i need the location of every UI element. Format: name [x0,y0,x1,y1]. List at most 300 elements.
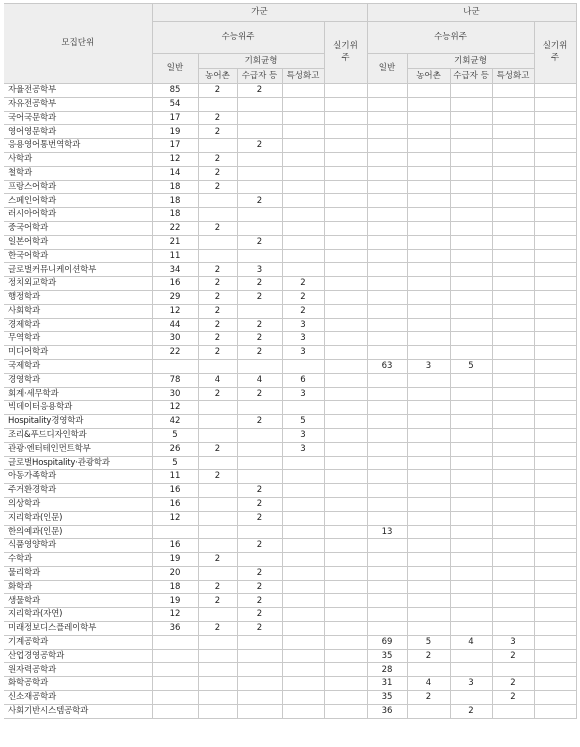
unit-name-cell: 응용영어통번역학과 [4,139,152,153]
ga-silgi-ilban-cell [324,290,367,304]
na-teukseong-cell [492,359,534,373]
ga-nongeochon-cell [198,511,237,525]
unit-name-cell: 물리학과 [4,566,152,580]
na-sugeupja-cell [450,263,492,277]
table-row [4,553,576,567]
na-teukseong-cell [492,332,534,346]
ga-teukseong-cell [282,649,324,663]
na-ilban-cell [367,97,407,111]
na-teukseong-cell: 3 [492,635,534,649]
header-unit: 모집단위 [4,4,152,84]
ga-sugeupja-cell: 2 [237,346,282,360]
na-nongeochon-cell [407,235,450,249]
na-sugeupja-cell [450,346,492,360]
na-silgi-ilban-cell [534,704,576,718]
na-sugeupja-cell [450,594,492,608]
na-nongeochon-cell [407,497,450,511]
na-teukseong-cell [492,84,534,98]
ga-sugeupja-cell [237,649,282,663]
ga-silgi-ilban-cell [324,373,367,387]
na-teukseong-cell [492,580,534,594]
ga-ilban-cell: 26 [152,442,198,456]
ga-ilban-cell: 44 [152,318,198,332]
ga-ilban-cell: 5 [152,456,198,470]
na-nongeochon-cell: 4 [407,677,450,691]
ga-sugeupja-cell: 4 [237,373,282,387]
na-sugeupja-cell [450,511,492,525]
na-ilban-cell [367,290,407,304]
na-silgi-ilban-cell [534,442,576,456]
na-teukseong-cell [492,97,534,111]
na-silgi-ilban-cell [534,359,576,373]
unit-name-cell: 원자력공학과 [4,663,152,677]
ga-nongeochon-cell: 2 [198,470,237,484]
na-teukseong-cell [492,208,534,222]
na-sugeupja-cell [450,152,492,166]
ga-sugeupja-cell [237,704,282,718]
na-sugeupja-cell [450,180,492,194]
na-nongeochon-cell [407,332,450,346]
ga-nongeochon-cell [198,539,237,553]
na-nongeochon-cell: 2 [407,691,450,705]
ga-sugeupja-cell: 2 [237,290,282,304]
ga-sugeupja-cell [237,125,282,139]
na-nongeochon-cell [407,221,450,235]
na-sugeupja-cell [450,566,492,580]
header-na-silgi-label: 실기위주 [542,41,568,63]
ga-silgi-ilban-cell [324,539,367,553]
na-silgi-ilban-cell [534,249,576,263]
ga-teukseong-cell [282,194,324,208]
table-row [4,511,576,525]
na-sugeupja-cell [450,111,492,125]
ga-nongeochon-cell: 2 [198,166,237,180]
ga-teukseong-cell: 3 [282,332,324,346]
ga-teukseong-cell: 3 [282,428,324,442]
ga-silgi-ilban-cell [324,277,367,291]
unit-name-cell: 글로벌커뮤니케이션학부 [4,263,152,277]
na-silgi-ilban-cell [534,139,576,153]
ga-ilban-cell: 11 [152,249,198,263]
ga-silgi-ilban-cell [324,580,367,594]
na-silgi-ilban-cell [534,594,576,608]
na-sugeupja-cell [450,208,492,222]
ga-ilban-cell: 18 [152,180,198,194]
na-nongeochon-cell: 3 [407,359,450,373]
ga-ilban-cell: 19 [152,125,198,139]
ga-silgi-ilban-cell [324,525,367,539]
na-teukseong-cell [492,346,534,360]
na-silgi-ilban-cell [534,346,576,360]
ga-sugeupja-cell: 2 [237,332,282,346]
unit-name-cell: 화학공학과 [4,677,152,691]
ga-ilban-cell [152,691,198,705]
unit-name-cell: 미래정보디스플레이학부 [4,622,152,636]
ga-teukseong-cell [282,111,324,125]
ga-silgi-ilban-cell [324,553,367,567]
unit-name-cell: 관광·엔터테인먼트학부 [4,442,152,456]
ga-sugeupja-cell [237,428,282,442]
ga-teukseong-cell [282,97,324,111]
ga-ilban-cell: 17 [152,139,198,153]
ga-teukseong-cell: 3 [282,346,324,360]
ga-silgi-ilban-cell [324,649,367,663]
ga-nongeochon-cell: 2 [198,221,237,235]
na-teukseong-cell [492,277,534,291]
ga-sugeupja-cell [237,221,282,235]
na-teukseong-cell [492,249,534,263]
ga-sugeupja-cell: 2 [237,580,282,594]
na-nongeochon-cell [407,594,450,608]
header-na-suneung: 수능위주 [367,22,534,54]
ga-nongeochon-cell [198,235,237,249]
na-ilban-cell [367,111,407,125]
ga-ilban-cell [152,649,198,663]
unit-name-cell: 조리&푸드디자인학과 [4,428,152,442]
na-teukseong-cell [492,456,534,470]
header-ga-silgi-label: 실기위주 [333,41,358,63]
ga-silgi-ilban-cell [324,304,367,318]
unit-name-cell: 한국어학과 [4,249,152,263]
na-sugeupja-cell: 2 [450,704,492,718]
na-nongeochon-cell [407,415,450,429]
ga-teukseong-cell: 3 [282,442,324,456]
ga-nongeochon-cell: 2 [198,84,237,98]
ga-ilban-cell: 29 [152,290,198,304]
na-silgi-ilban-cell [534,677,576,691]
na-nongeochon-cell [407,663,450,677]
na-ilban-cell [367,332,407,346]
ga-silgi-ilban-cell [324,208,367,222]
na-nongeochon-cell [407,401,450,415]
na-silgi-ilban-cell [534,304,576,318]
header-na-gihoe: 기회균형 [407,54,534,69]
na-ilban-cell: 69 [367,635,407,649]
na-ilban-cell: 31 [367,677,407,691]
na-teukseong-cell [492,428,534,442]
ga-sugeupja-cell [237,525,282,539]
na-sugeupja-cell [450,497,492,511]
ga-nongeochon-cell: 2 [198,346,237,360]
na-silgi-ilban-cell [534,387,576,401]
na-nongeochon-cell [407,290,450,304]
ga-silgi-ilban-cell [324,111,367,125]
ga-teukseong-cell: 6 [282,373,324,387]
ga-nongeochon-cell: 2 [198,387,237,401]
na-silgi-ilban-cell [534,180,576,194]
na-sugeupja-cell [450,235,492,249]
table-row [4,677,576,691]
unit-name-cell: 의상학과 [4,497,152,511]
ga-nongeochon-cell [198,649,237,663]
unit-name-cell: 사학과 [4,152,152,166]
ga-sugeupja-cell: 2 [237,277,282,291]
ga-sugeupja-cell: 2 [237,484,282,498]
ga-sugeupja-cell: 3 [237,263,282,277]
na-ilban-cell [367,566,407,580]
ga-nongeochon-cell: 2 [198,442,237,456]
ga-ilban-cell: 12 [152,401,198,415]
na-sugeupja-cell [450,373,492,387]
na-sugeupja-cell [450,304,492,318]
na-silgi-ilban-cell [534,318,576,332]
na-sugeupja-cell [450,97,492,111]
ga-ilban-cell: 18 [152,580,198,594]
na-ilban-cell: 13 [367,525,407,539]
ga-silgi-ilban-cell [324,359,367,373]
ga-nongeochon-cell [198,249,237,263]
table-row [4,221,576,235]
na-silgi-ilban-cell [534,221,576,235]
table-row [4,691,576,705]
ga-sugeupja-cell: 2 [237,235,282,249]
ga-ilban-cell: 42 [152,415,198,429]
ga-sugeupja-cell [237,249,282,263]
na-nongeochon-cell [407,277,450,291]
na-teukseong-cell [492,139,534,153]
header-ga-group: 가군 [152,4,367,22]
ga-silgi-ilban-cell [324,180,367,194]
na-sugeupja-cell [450,470,492,484]
ga-silgi-ilban-cell [324,97,367,111]
na-nongeochon-cell [407,622,450,636]
table-row [4,401,576,415]
ga-teukseong-cell [282,677,324,691]
ga-ilban-cell [152,677,198,691]
na-sugeupja-cell [450,442,492,456]
ga-nongeochon-cell: 2 [198,622,237,636]
ga-sugeupja-cell: 2 [237,539,282,553]
ga-sugeupja-cell: 2 [237,566,282,580]
unit-name-cell: 미디어학과 [4,346,152,360]
ga-nongeochon-cell [198,691,237,705]
na-silgi-ilban-cell [534,635,576,649]
ga-sugeupja-cell [237,359,282,373]
na-silgi-ilban-cell [534,580,576,594]
table-row [4,663,576,677]
table-row [4,649,576,663]
table-row [4,139,576,153]
na-nongeochon-cell [407,704,450,718]
ga-sugeupja-cell [237,97,282,111]
unit-name-cell: 빅데이터응용학과 [4,401,152,415]
table-row [4,235,576,249]
unit-name-cell: 기계공학과 [4,635,152,649]
unit-name-cell: 자유전공학부 [4,97,152,111]
table-row [4,332,576,346]
ga-nongeochon-cell [198,208,237,222]
na-silgi-ilban-cell [534,111,576,125]
unit-name-cell: 정치외교학과 [4,277,152,291]
na-silgi-ilban-cell [534,194,576,208]
ga-nongeochon-cell [198,194,237,208]
na-silgi-ilban-cell [534,553,576,567]
table-row [4,290,576,304]
ga-sugeupja-cell: 2 [237,497,282,511]
unit-name-cell: 프랑스어학과 [4,180,152,194]
table-row [4,249,576,263]
header-na-nongeochon: 농어촌 [407,69,450,84]
na-teukseong-cell [492,166,534,180]
ga-nongeochon-cell: 4 [198,373,237,387]
na-nongeochon-cell [407,166,450,180]
unit-name-cell: 스페인어학과 [4,194,152,208]
unit-name-cell: 자율전공학부 [4,84,152,98]
na-sugeupja-cell [450,415,492,429]
na-teukseong-cell [492,263,534,277]
na-nongeochon-cell [407,580,450,594]
ga-teukseong-cell [282,180,324,194]
na-nongeochon-cell [407,84,450,98]
ga-nongeochon-cell: 2 [198,180,237,194]
unit-name-cell: 국어국문학과 [4,111,152,125]
ga-nongeochon-cell [198,401,237,415]
na-nongeochon-cell [407,484,450,498]
ga-nongeochon-cell: 2 [198,304,237,318]
ga-sugeupja-cell: 2 [237,139,282,153]
na-silgi-ilban-cell [534,125,576,139]
ga-nongeochon-cell [198,97,237,111]
na-silgi-ilban-cell [534,511,576,525]
ga-nongeochon-cell [198,456,237,470]
ga-teukseong-cell [282,663,324,677]
ga-ilban-cell: 12 [152,304,198,318]
ga-sugeupja-cell [237,111,282,125]
ga-teukseong-cell [282,456,324,470]
na-silgi-ilban-cell [534,525,576,539]
ga-nongeochon-cell [198,497,237,511]
ga-teukseong-cell [282,553,324,567]
ga-silgi-ilban-cell [324,263,367,277]
na-sugeupja-cell [450,484,492,498]
na-silgi-ilban-cell [534,497,576,511]
na-ilban-cell [367,539,407,553]
table-row [4,277,576,291]
na-teukseong-cell [492,318,534,332]
na-sugeupja-cell: 3 [450,677,492,691]
na-sugeupja-cell [450,387,492,401]
ga-silgi-ilban-cell [324,152,367,166]
na-nongeochon-cell [407,346,450,360]
ga-nongeochon-cell [198,359,237,373]
ga-nongeochon-cell [198,704,237,718]
na-sugeupja-cell: 4 [450,635,492,649]
na-ilban-cell [367,553,407,567]
na-sugeupja-cell [450,525,492,539]
na-ilban-cell [367,373,407,387]
ga-ilban-cell: 19 [152,553,198,567]
na-ilban-cell [367,304,407,318]
ga-nongeochon-cell [198,663,237,677]
ga-nongeochon-cell: 2 [198,111,237,125]
na-ilban-cell [367,622,407,636]
ga-teukseong-cell [282,635,324,649]
na-nongeochon-cell [407,428,450,442]
table-row [4,84,576,98]
ga-nongeochon-cell: 2 [198,318,237,332]
na-teukseong-cell [492,125,534,139]
na-ilban-cell [367,401,407,415]
na-sugeupja-cell [450,539,492,553]
na-teukseong-cell [492,566,534,580]
header-ga-nongeochon: 농어촌 [198,69,237,84]
ga-nongeochon-cell: 2 [198,553,237,567]
na-silgi-ilban-cell [534,208,576,222]
table-row [4,704,576,718]
na-sugeupja-cell [450,663,492,677]
ga-silgi-ilban-cell [324,511,367,525]
ga-ilban-cell: 34 [152,263,198,277]
ga-sugeupja-cell [237,166,282,180]
table-row [4,359,576,373]
ga-nongeochon-cell: 2 [198,290,237,304]
unit-name-cell: 식품영양학과 [4,539,152,553]
na-ilban-cell [367,456,407,470]
ga-ilban-cell: 18 [152,194,198,208]
ga-teukseong-cell: 3 [282,387,324,401]
na-ilban-cell: 36 [367,704,407,718]
na-ilban-cell [367,221,407,235]
na-silgi-ilban-cell [534,235,576,249]
ga-ilban-cell: 12 [152,152,198,166]
na-nongeochon-cell [407,249,450,263]
table-body [4,84,576,719]
unit-name-cell: 아동가족학과 [4,470,152,484]
ga-teukseong-cell [282,470,324,484]
table-row [4,387,576,401]
ga-ilban-cell: 30 [152,332,198,346]
ga-sugeupja-cell [237,152,282,166]
ga-silgi-ilban-cell [324,139,367,153]
na-ilban-cell [367,180,407,194]
na-nongeochon-cell [407,525,450,539]
table-row [4,428,576,442]
na-nongeochon-cell [407,318,450,332]
ga-nongeochon-cell: 2 [198,277,237,291]
ga-teukseong-cell [282,704,324,718]
ga-silgi-ilban-cell [324,387,367,401]
na-ilban-cell: 63 [367,359,407,373]
na-silgi-ilban-cell [534,566,576,580]
table-row [4,166,576,180]
table-row [4,304,576,318]
ga-silgi-ilban-cell [324,497,367,511]
unit-name-cell: 지리학과(인문) [4,511,152,525]
na-teukseong-cell [492,221,534,235]
table-row [4,263,576,277]
ga-teukseong-cell [282,235,324,249]
ga-silgi-ilban-cell [324,428,367,442]
na-sugeupja-cell [450,456,492,470]
table-row [4,622,576,636]
na-silgi-ilban-cell [534,484,576,498]
ga-ilban-cell: 21 [152,235,198,249]
na-teukseong-cell [492,594,534,608]
ga-teukseong-cell [282,497,324,511]
na-nongeochon-cell [407,180,450,194]
na-silgi-ilban-cell [534,608,576,622]
unit-name-cell: 지리학과(자연) [4,608,152,622]
ga-silgi-ilban-cell [324,566,367,580]
na-silgi-ilban-cell [534,84,576,98]
na-teukseong-cell [492,525,534,539]
na-silgi-ilban-cell [534,152,576,166]
na-sugeupja-cell [450,332,492,346]
na-sugeupja-cell [450,166,492,180]
ga-ilban-cell: 12 [152,511,198,525]
na-ilban-cell [367,442,407,456]
ga-sugeupja-cell: 2 [237,415,282,429]
